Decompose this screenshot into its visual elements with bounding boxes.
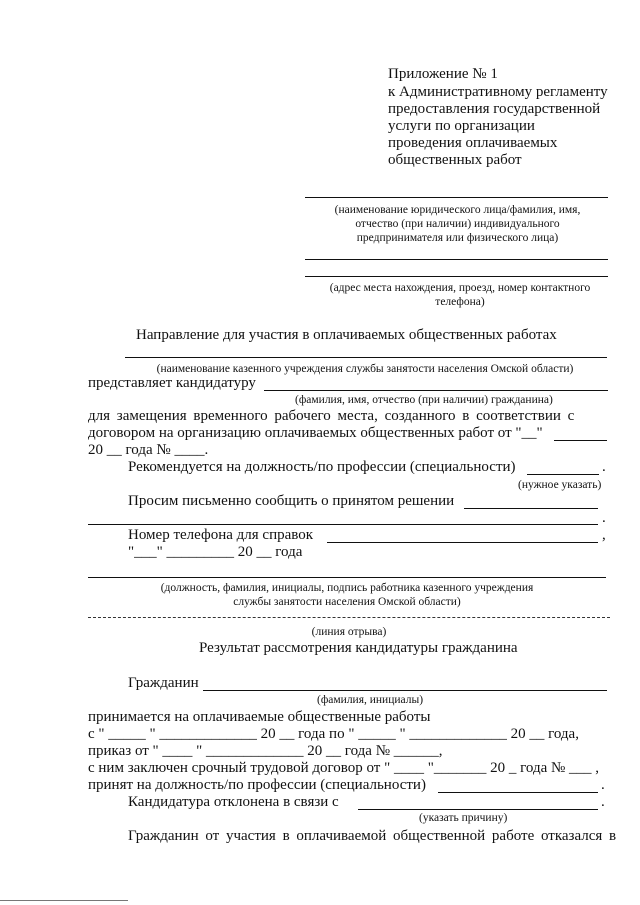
agency-hint: (наименование казенного учреждения службы занятости населения Омской области) (156, 363, 574, 375)
recipient-name-line[interactable] (305, 197, 608, 198)
period-line[interactable]: с " _____ " _____________ 20 __ года по " _____ " _____________ 20 __ года, (88, 726, 579, 742)
reason-hint: (указать причину) (419, 812, 508, 824)
request-line-2[interactable] (88, 524, 598, 525)
tear-line-label: (линия отрыва) (311, 626, 387, 638)
request-line-end: . (602, 510, 606, 526)
appendix-line-3: предоставления государственной (388, 101, 601, 117)
appendix-line-6: общественных работ (388, 152, 522, 168)
request-label: Просим письменно сообщить о принятом решении (128, 493, 455, 509)
rejected-end: . (601, 794, 605, 810)
presents-label: представляет кандидатуру (88, 375, 256, 391)
phone-label: Номер телефона для справок (128, 527, 314, 543)
phone-line[interactable] (327, 542, 598, 543)
position-line[interactable] (438, 792, 598, 793)
contract-date-line[interactable] (554, 440, 607, 441)
accepted-label: принимается на оплачиваемые общественные работы (88, 709, 431, 725)
signer-hint-1: (должность, фамилия, инициалы, подпись работника казенного учреждения (160, 582, 534, 594)
specify-hint: (нужное указать) (518, 479, 602, 491)
request-line[interactable] (464, 508, 598, 509)
citizen-name-hint: (фамилия, имя, отчество (при наличии) гражданина) (295, 394, 553, 406)
recipient-name-hint-1: (наименование юридического лица/фамилия, имя, (334, 204, 581, 216)
citizen-name-line[interactable] (264, 390, 608, 391)
signer-line[interactable] (88, 577, 606, 578)
contract-line[interactable]: с ним заключен срочный трудовой договор от " ____ "_______ 20 _ года № ___ , (88, 760, 600, 776)
tear-off-line (88, 617, 610, 618)
recommended-label: Рекомендуется на должность/по профессии (специальности) (128, 459, 516, 475)
result-citizen-line[interactable] (203, 690, 607, 691)
rejected-reason-line[interactable] (358, 809, 598, 810)
position-end: . (601, 777, 605, 793)
document-title: Направление для участия в оплачиваемых общественных работах (136, 327, 557, 343)
body-line-2: договором на организацию оплачиваемых общественных работ от "__" (88, 425, 543, 441)
recipient-address-line-2[interactable] (305, 276, 608, 277)
referral-date-line[interactable]: "___" _________ 20 __ года (128, 544, 303, 560)
rejected-label: Кандидатура отклонена в связи с (128, 794, 339, 810)
signer-hint-2: службы занятости населения Омской области) (233, 596, 461, 608)
result-citizen-hint: (фамилия, инициалы) (317, 694, 424, 706)
body-line-1: для замещения временного рабочего места, созданного в соответствии с (88, 408, 575, 424)
body-line-3: 20 __ года № ____. (88, 442, 209, 458)
appendix-line-4: услуги по организации (388, 118, 535, 134)
appendix-line-2: к Административному регламенту (388, 84, 608, 100)
appendix-line-5: проведения оплачиваемых (388, 135, 558, 151)
position-label: принят на должность/по профессии (специальности) (88, 777, 426, 793)
recipient-address-hint-2: телефона) (435, 296, 485, 308)
recipient-address-line-1[interactable] (305, 259, 608, 260)
recipient-address-hint-1: (адрес места нахождения, проезд, номер контактного (329, 282, 591, 294)
phone-end: , (602, 527, 606, 543)
recommended-position-line[interactable] (527, 474, 599, 475)
result-title: Результат рассмотрения кандидатуры гражданина (199, 640, 518, 656)
result-citizen-label: Гражданин (128, 675, 199, 691)
refused-line: Гражданин от участия в оплачиваемой общественной работе отказался в (128, 828, 617, 844)
recipient-name-hint-3: предпринимателя или физического лица) (356, 232, 559, 244)
scan-edge-mark (0, 900, 128, 901)
agency-name-line[interactable] (125, 357, 607, 358)
appendix-line-1: Приложение № 1 (388, 66, 498, 82)
order-line[interactable]: приказ от " ____ " _____________ 20 __ года № ______, (88, 743, 443, 759)
recipient-name-hint-2: отчество (при наличии) индивидуального (355, 218, 560, 230)
recommended-end: . (602, 459, 606, 475)
